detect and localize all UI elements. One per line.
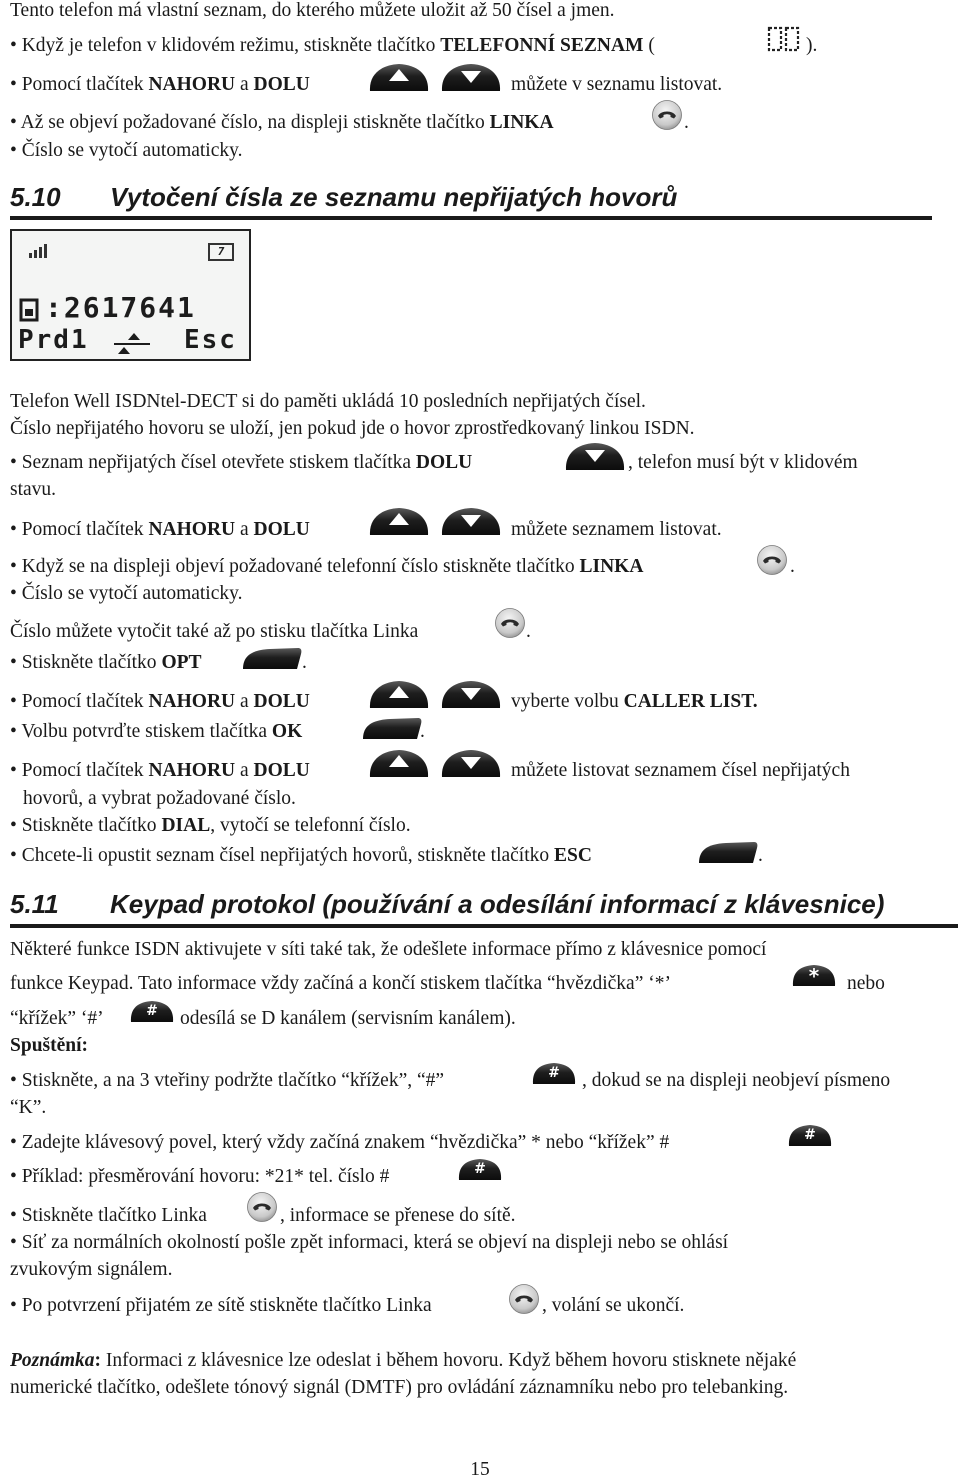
text: ( (643, 35, 655, 56)
soft-key-icon (696, 839, 760, 867)
handset-line-key-icon (651, 99, 683, 131)
section-number: 5.10 (10, 182, 61, 212)
key-name: LINKA (489, 112, 554, 133)
text: stavu. (10, 479, 57, 500)
phonebook-step-open (10, 33, 655, 59)
text: “K”. (10, 1097, 47, 1118)
text: můžete seznamem listovat. (511, 519, 722, 540)
text: . (790, 556, 795, 577)
keypad-step-hold: • Stiskněte, a na 3 vteřiny podržte tlačítko “křížek”, “#” (10, 1070, 445, 1091)
text: a (235, 691, 254, 712)
soft-key-icon (240, 645, 304, 673)
arrow-down-key-icon (438, 505, 504, 539)
paragraph: funkce Keypad. Tato informace vždy začíná a končí stiskem tlačítka “hvězdička” ‘*’ (10, 973, 671, 994)
key-name: DOLU (253, 760, 310, 781)
arrow-up-key-icon (366, 678, 432, 712)
key-name: DOLU (253, 691, 310, 712)
arrow-down-key-icon (438, 747, 504, 781)
text: , dokud se na displeji neobjeví písmeno (582, 1070, 891, 1091)
hash-key-icon (128, 998, 176, 1026)
text: • Až se objeví požadované číslo, na displeji stiskněte tlačítko (10, 112, 490, 133)
paragraph: Telefon Well ISDNtel-DECT si do paměti ukládá 10 posledních nepřijatých čísel. (10, 391, 646, 412)
missed-calls-badge: 7 (208, 243, 234, 261)
text: a (235, 74, 254, 95)
text: • Seznam nepřijatých čísel otevřete stiskem tlačítka (10, 452, 416, 473)
scroll-arrows-icon (112, 331, 152, 355)
option-step-browse (10, 758, 310, 784)
key-name: NAHORU (148, 760, 236, 781)
text: vyberte volbu (511, 691, 624, 712)
phone-display (10, 229, 251, 361)
handset-line-key-icon (246, 1191, 278, 1223)
text: a (235, 760, 254, 781)
display-number-line (45, 291, 196, 324)
hash-key-icon (530, 1060, 578, 1088)
keypad-step-end: • Po potvrzení přijatém ze sítě stiskněte tlačítko Linka (10, 1295, 432, 1316)
page-number: 15 (470, 1459, 490, 1480)
heading-rule (10, 924, 958, 928)
section-number: 5.11 (10, 889, 59, 919)
text: • Chcete-li opustit seznam čísel nepřijatých hovorů, stiskněte tlačítko (10, 845, 555, 866)
key-name: LINKA (579, 556, 644, 577)
missed-step-line (10, 554, 643, 580)
option-step-ok (10, 719, 302, 745)
text: , volání se ukončí. (542, 1295, 685, 1316)
text: • Pomocí tlačítek (10, 760, 149, 781)
handset-line-key-icon (508, 1283, 540, 1315)
section-title: Keypad protokol (používání a odesílání informací z klávesnice) (110, 889, 885, 919)
hash-key-icon (456, 1156, 504, 1184)
text: , informace se přenese do sítě. (280, 1205, 516, 1226)
key-name: OK (271, 721, 303, 742)
option-step-dial (10, 813, 411, 839)
arrow-down-key-icon (562, 440, 628, 474)
note-colon: : (94, 1350, 102, 1371)
star-key-icon (790, 962, 838, 990)
arrow-up-key-icon (366, 747, 432, 781)
text: . (526, 621, 531, 642)
text: zvukovým signálem. (10, 1259, 173, 1280)
key-name: DOLU (415, 452, 473, 473)
key-name: CALLER LIST. (623, 691, 758, 712)
key-name: NAHORU (148, 691, 236, 712)
paragraph: “křížek” ‘#’ (10, 1008, 104, 1029)
phonebook-step-auto: • Číslo se vytočí automaticky. (10, 140, 243, 161)
soft-key-icon (360, 715, 424, 743)
colon: : (45, 291, 64, 324)
text: odesílá se D kanálem (servisním kanálem). (180, 1008, 516, 1029)
text: nebo (847, 973, 885, 994)
text: a (235, 519, 254, 540)
keypad-step-example: • Příklad: přesměrování hovoru: *21* tel. číslo # (10, 1166, 390, 1187)
key-name: OPT (161, 652, 202, 673)
missed-step-scroll (10, 517, 310, 543)
key-name: ESC (554, 845, 592, 866)
text: ). (806, 35, 818, 56)
paragraph: Některé funkce ISDN aktivujete v síti také tak, že odešlete informace přímo z klávesnice pomocí (10, 939, 767, 960)
text: můžete listovat seznamem čísel nepřijatých (511, 760, 850, 781)
display-soft-right: Esc (184, 325, 237, 355)
option-step-opt (10, 650, 202, 676)
text: , vytočí se telefonní číslo. (210, 815, 411, 836)
arrow-down-key-icon (438, 61, 504, 95)
heading-rule (10, 216, 932, 220)
arrow-up-key-icon (366, 505, 432, 539)
arrow-down-key-icon (438, 678, 504, 712)
note (10, 1348, 796, 1374)
key-name: NAHORU (148, 519, 236, 540)
handset-line-key-icon (756, 544, 788, 576)
keypad-step-response: • Síť za normálních okolností pošle zpět informaci, která se objeví na displeji nebo se ohlásí (10, 1232, 729, 1253)
text: • Pomocí tlačítek (10, 74, 149, 95)
phonebook-key-icon (766, 24, 802, 54)
missed-step-auto: • Číslo se vytočí automaticky. (10, 583, 243, 604)
text (511, 689, 758, 715)
text: • Pomocí tlačítek (10, 691, 149, 712)
option-step-select (10, 689, 310, 715)
option-step-esc (10, 843, 592, 869)
keypad-step-enter: • Zadejte klávesový povel, který vždy začíná znakem “hvězdička” * nebo “křížek” # (10, 1132, 670, 1153)
missed-step-open (10, 450, 472, 476)
key-name: TELEFONNÍ SEZNAM (440, 35, 644, 56)
paragraph: Číslo můžete vytočit také až po stisku tlačítka Linka (10, 621, 419, 642)
start-label: Spuštění: (10, 1035, 89, 1056)
text: • Když je telefon v klidovém režimu, stiskněte tlačítko (10, 35, 441, 56)
text: hovorů, a vybrat požadované číslo. (23, 788, 296, 809)
signal-strength-icon (29, 243, 51, 259)
phonebook-step-line (10, 110, 554, 136)
text: můžete v seznamu listovat. (511, 74, 723, 95)
section-title: Vytočení čísla ze seznamu nepřijatých hovorů (110, 182, 678, 212)
phonebook-step-scroll (10, 72, 310, 98)
text: • Volbu potvrďte stiskem tlačítka (10, 721, 272, 742)
phonebook-intro: Tento telefon má vlastní seznam, do kterého můžete uložit až 50 čísel a jmen. (10, 0, 615, 21)
text: • Stiskněte tlačítko (10, 652, 162, 673)
key-name: DOLU (253, 74, 310, 95)
handset-line-key-icon (494, 607, 526, 639)
phonebook-entry-icon (19, 297, 41, 323)
text: • Pomocí tlačítek (10, 519, 149, 540)
text: , telefon musí být v klidovém (628, 452, 858, 473)
note-label: Poznámka (10, 1350, 95, 1371)
display-soft-left: Prd1 (18, 325, 89, 355)
keypad-step-line: • Stiskněte tlačítko Linka (10, 1205, 207, 1226)
text: . (302, 652, 307, 673)
text: . (758, 845, 763, 866)
text: • Když se na displeji objeví požadované telefonní číslo stiskněte tlačítko (10, 556, 580, 577)
hash-key-icon (786, 1122, 834, 1150)
key-name: DIAL (161, 815, 211, 836)
missed-number: 2617641 (63, 291, 196, 324)
text: . (684, 112, 689, 133)
key-name: DOLU (253, 519, 310, 540)
paragraph: Číslo nepřijatého hovoru se uloží, jen pokud jde o hovor zprostředkovaný linkou ISDN. (10, 418, 695, 439)
arrow-up-key-icon (366, 61, 432, 95)
text: • Stiskněte tlačítko (10, 815, 162, 836)
key-name: NAHORU (148, 74, 236, 95)
text: . (420, 721, 425, 742)
note-continuation: numerické tlačítko, odešlete tónový signál (DMTF) pro ovládání záznamníku nebo pro telebanking. (10, 1377, 789, 1398)
note-text: Informaci z klávesnice lze odeslat i během hovoru. Když během hovoru stisknete nějaké (101, 1350, 797, 1371)
